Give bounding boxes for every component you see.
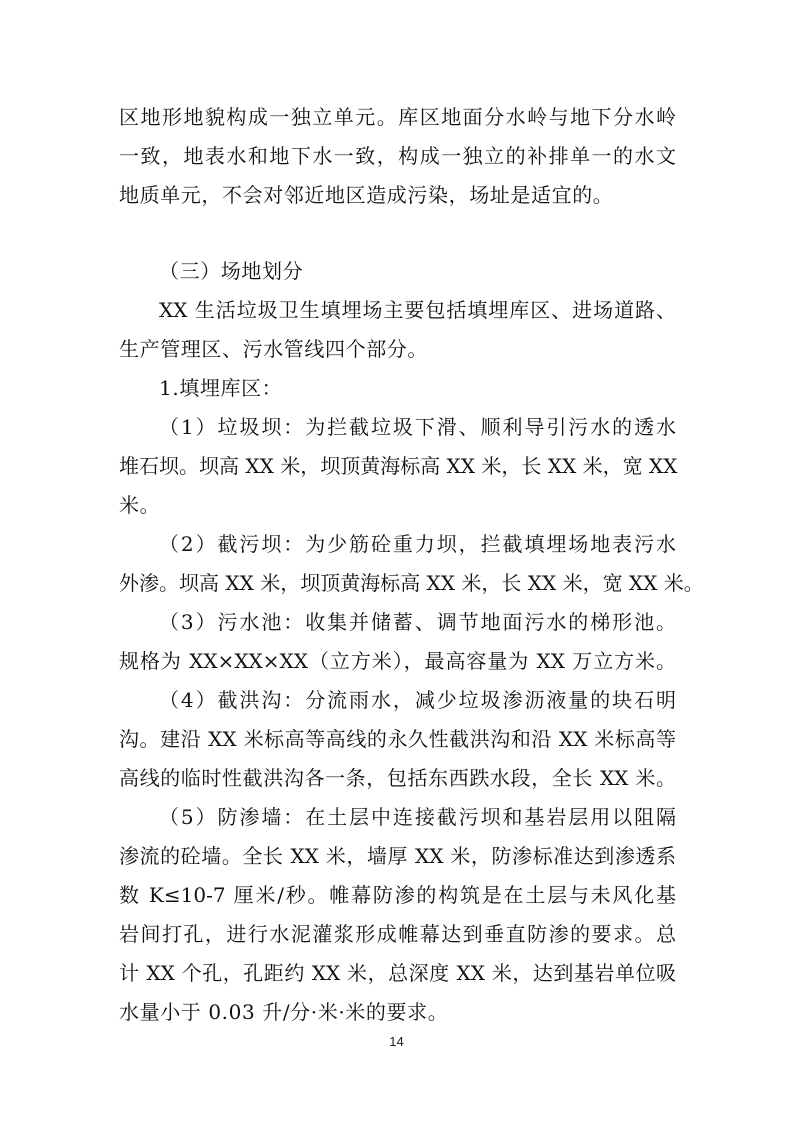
paragraph-line-22: 计 XX 个孔，孔距约 XX 米，总深度 XX 米，达到基岩单位吸 — [119, 961, 676, 985]
paragraph-line-15: （4）截洪沟：分流雨水，减少垃圾渗沥液量的块石明 — [159, 688, 676, 712]
paragraph-line-21: 岩间打孔，进行水泥灌浆形成帷幕达到垂直防渗的要求。总 — [119, 922, 676, 946]
paragraph-line-12: 外渗。坝高 XX 米，坝顶黄海标高 XX 米，长 XX 米，宽 XX 米。 — [119, 571, 704, 595]
paragraph-line-1: 区地形地貌构成一独立单元。库区地面分水岭与地下分水岭 — [119, 105, 676, 129]
paragraph-line-19: 渗流的砼墙。全长 XX 米，墙厚 XX 米，防渗标准达到渗透系 — [119, 844, 676, 868]
paragraph-line-16: 沟。建沿 XX 米标高等高线的永久性截洪沟和沿 XX 米标高等 — [119, 727, 676, 751]
paragraph-line-3: 地质单元，不会对邻近地区造成污染，场址是适宜的。 — [119, 183, 614, 207]
paragraph-line-8: （1）垃圾坝：为拦截垃圾下滑、顺利导引污水的透水 — [159, 415, 676, 439]
section-heading: （三）场地划分 — [159, 259, 304, 283]
paragraph-line-10: 米。 — [119, 493, 161, 517]
paragraph-line-20: 数 K≤10-7 厘米/秒。帷幕防渗的构筑是在土层与未风化基 — [119, 883, 676, 907]
paragraph-line-6: 生产管理区、污水管线四个部分。 — [119, 337, 428, 361]
paragraph-line-11: （2）截污坝：为少筋砼重力坝，拦截填埋场地表污水 — [159, 532, 676, 556]
paragraph-line-9: 堆石坝。坝高 XX 米，坝顶黄海标高 XX 米，长 XX 米，宽 XX — [119, 454, 678, 478]
subsection-heading: 1.填埋库区： — [159, 376, 283, 400]
paragraph-line-2: 一致，地表水和地下水一致，构成一独立的补排单一的水文 — [119, 144, 676, 168]
paragraph-line-23: 水量小于 0.03 升/分·米·米的要求。 — [119, 1000, 449, 1024]
paragraph-line-18: （5）防渗墙：在土层中连接截污坝和基岩层用以阻隔 — [159, 805, 676, 829]
paragraph-line-17: 高线的临时性截洪沟各一条，包括东西跌水段，全长 XX 米。 — [119, 766, 676, 790]
paragraph-line-5: XX 生活垃圾卫生填埋场主要包括填埋库区、进场道路、 — [159, 298, 676, 322]
page-number: 14 — [389, 1034, 404, 1049]
paragraph-line-13: （3）污水池：收集并储蓄、调节地面污水的梯形池。 — [159, 610, 676, 634]
paragraph-line-14: 规格为 XX×XX×XX（立方米），最高容量为 XX 万立方米。 — [119, 649, 676, 673]
